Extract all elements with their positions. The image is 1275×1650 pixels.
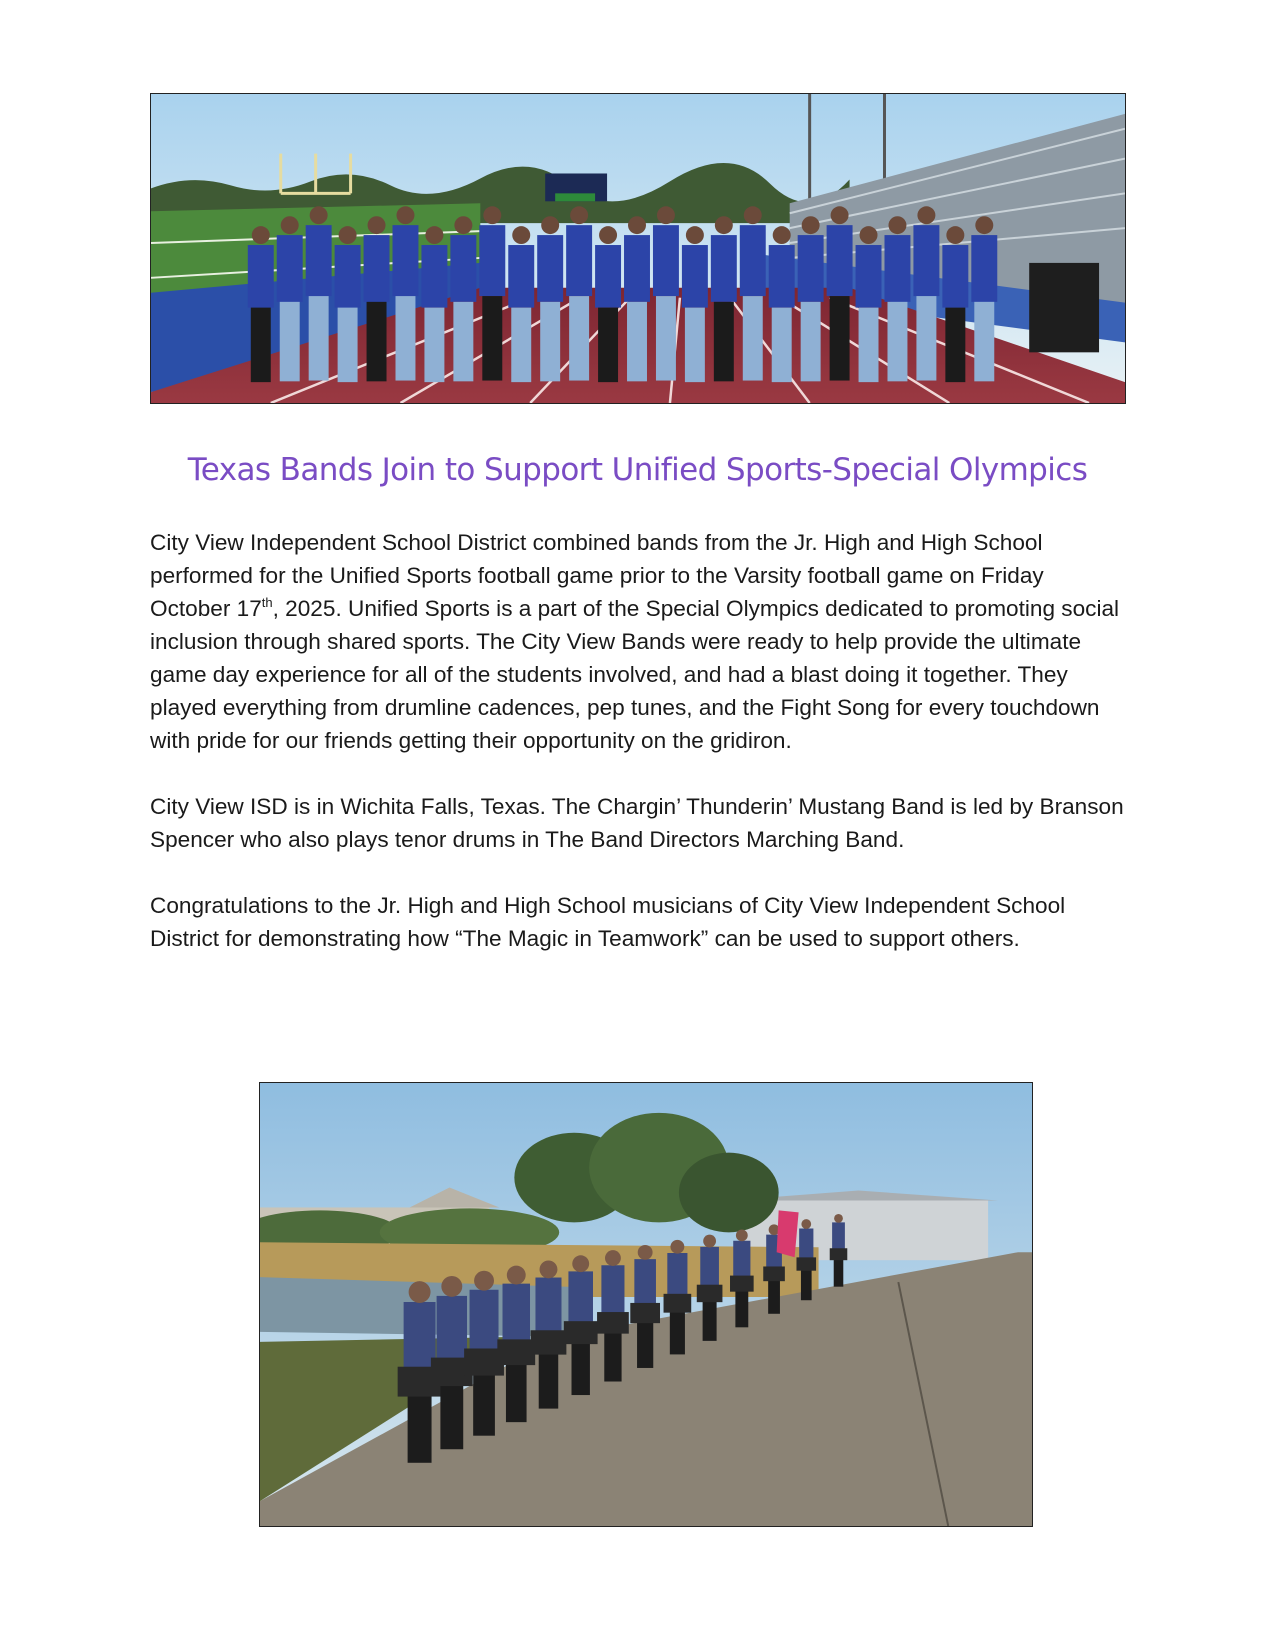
band-member-figure [393,206,419,380]
article-body [150,526,1130,988]
band-member-figure [942,226,968,382]
band-on-track-illustration [151,94,1125,403]
band-member-figure [971,216,997,381]
band-member-figure [769,226,795,382]
band-member-figure [595,226,621,382]
band-member-figure [421,226,447,382]
band-member-figure [306,206,332,380]
band-member-figure [335,226,361,382]
band-member-figure [537,216,563,381]
band-member-figure [856,226,882,382]
band-member-figure [624,216,650,381]
drumline-photo [259,1082,1033,1527]
band-member-figure [248,226,274,382]
paragraph-congratulations: Congratulations to the Jr. High and High School musicians of City View Independent School District for demonstrating how “The Magic in Teamwork” can be used to support others. [150,893,1066,951]
band-member-figure [682,226,708,382]
band-member-figure [913,206,939,380]
band-member-figure [566,206,592,380]
band-member-figure [884,216,910,381]
band-on-track-photo [150,93,1126,404]
paragraph-event [150,526,1130,757]
band-member-figure [740,206,766,380]
band-member-figure [711,216,737,381]
ordinal-suffix: th [261,595,273,610]
band-member-figure [508,226,534,382]
paragraph-event-text-a: City View Independent School District combined bands from the Jr. High and High School performed for the Unified Sports football game prior to the Varsity football game on Friday October 17 [150,530,1044,621]
band-member-figure [653,206,679,380]
band-member-figure [364,216,390,381]
band-member-figure [479,206,505,380]
paragraph-district: City View ISD is in Wichita Falls, Texas. The Chargin’ Thunderin’ Mustang Band is led by Branson Spencer who also plays tenor drums in The Band Directors Marching Band. [150,794,1124,852]
band-member-figure [277,216,303,381]
band-member-figure [798,216,824,381]
article-title: Texas Bands Join to Support Unified Sports-Special Olympics [187,452,1088,488]
band-member-figure [827,206,853,380]
band-member-figure [450,216,476,381]
paragraph-event-text-b: , 2025. Unified Sports is a part of the Special Olympics dedicated to promoting social inclusion through shared sports. The City View Bands were ready to help provide the ultimate game day experience for all of the students involved, and had a blast doing it together. They played everything from drumline cadences, pep tunes, and the Fight Song for every touchdown with pride for our friends getting their opportunity on the gridiron. [150,596,1120,753]
drumline-illustration [260,1083,1032,1526]
